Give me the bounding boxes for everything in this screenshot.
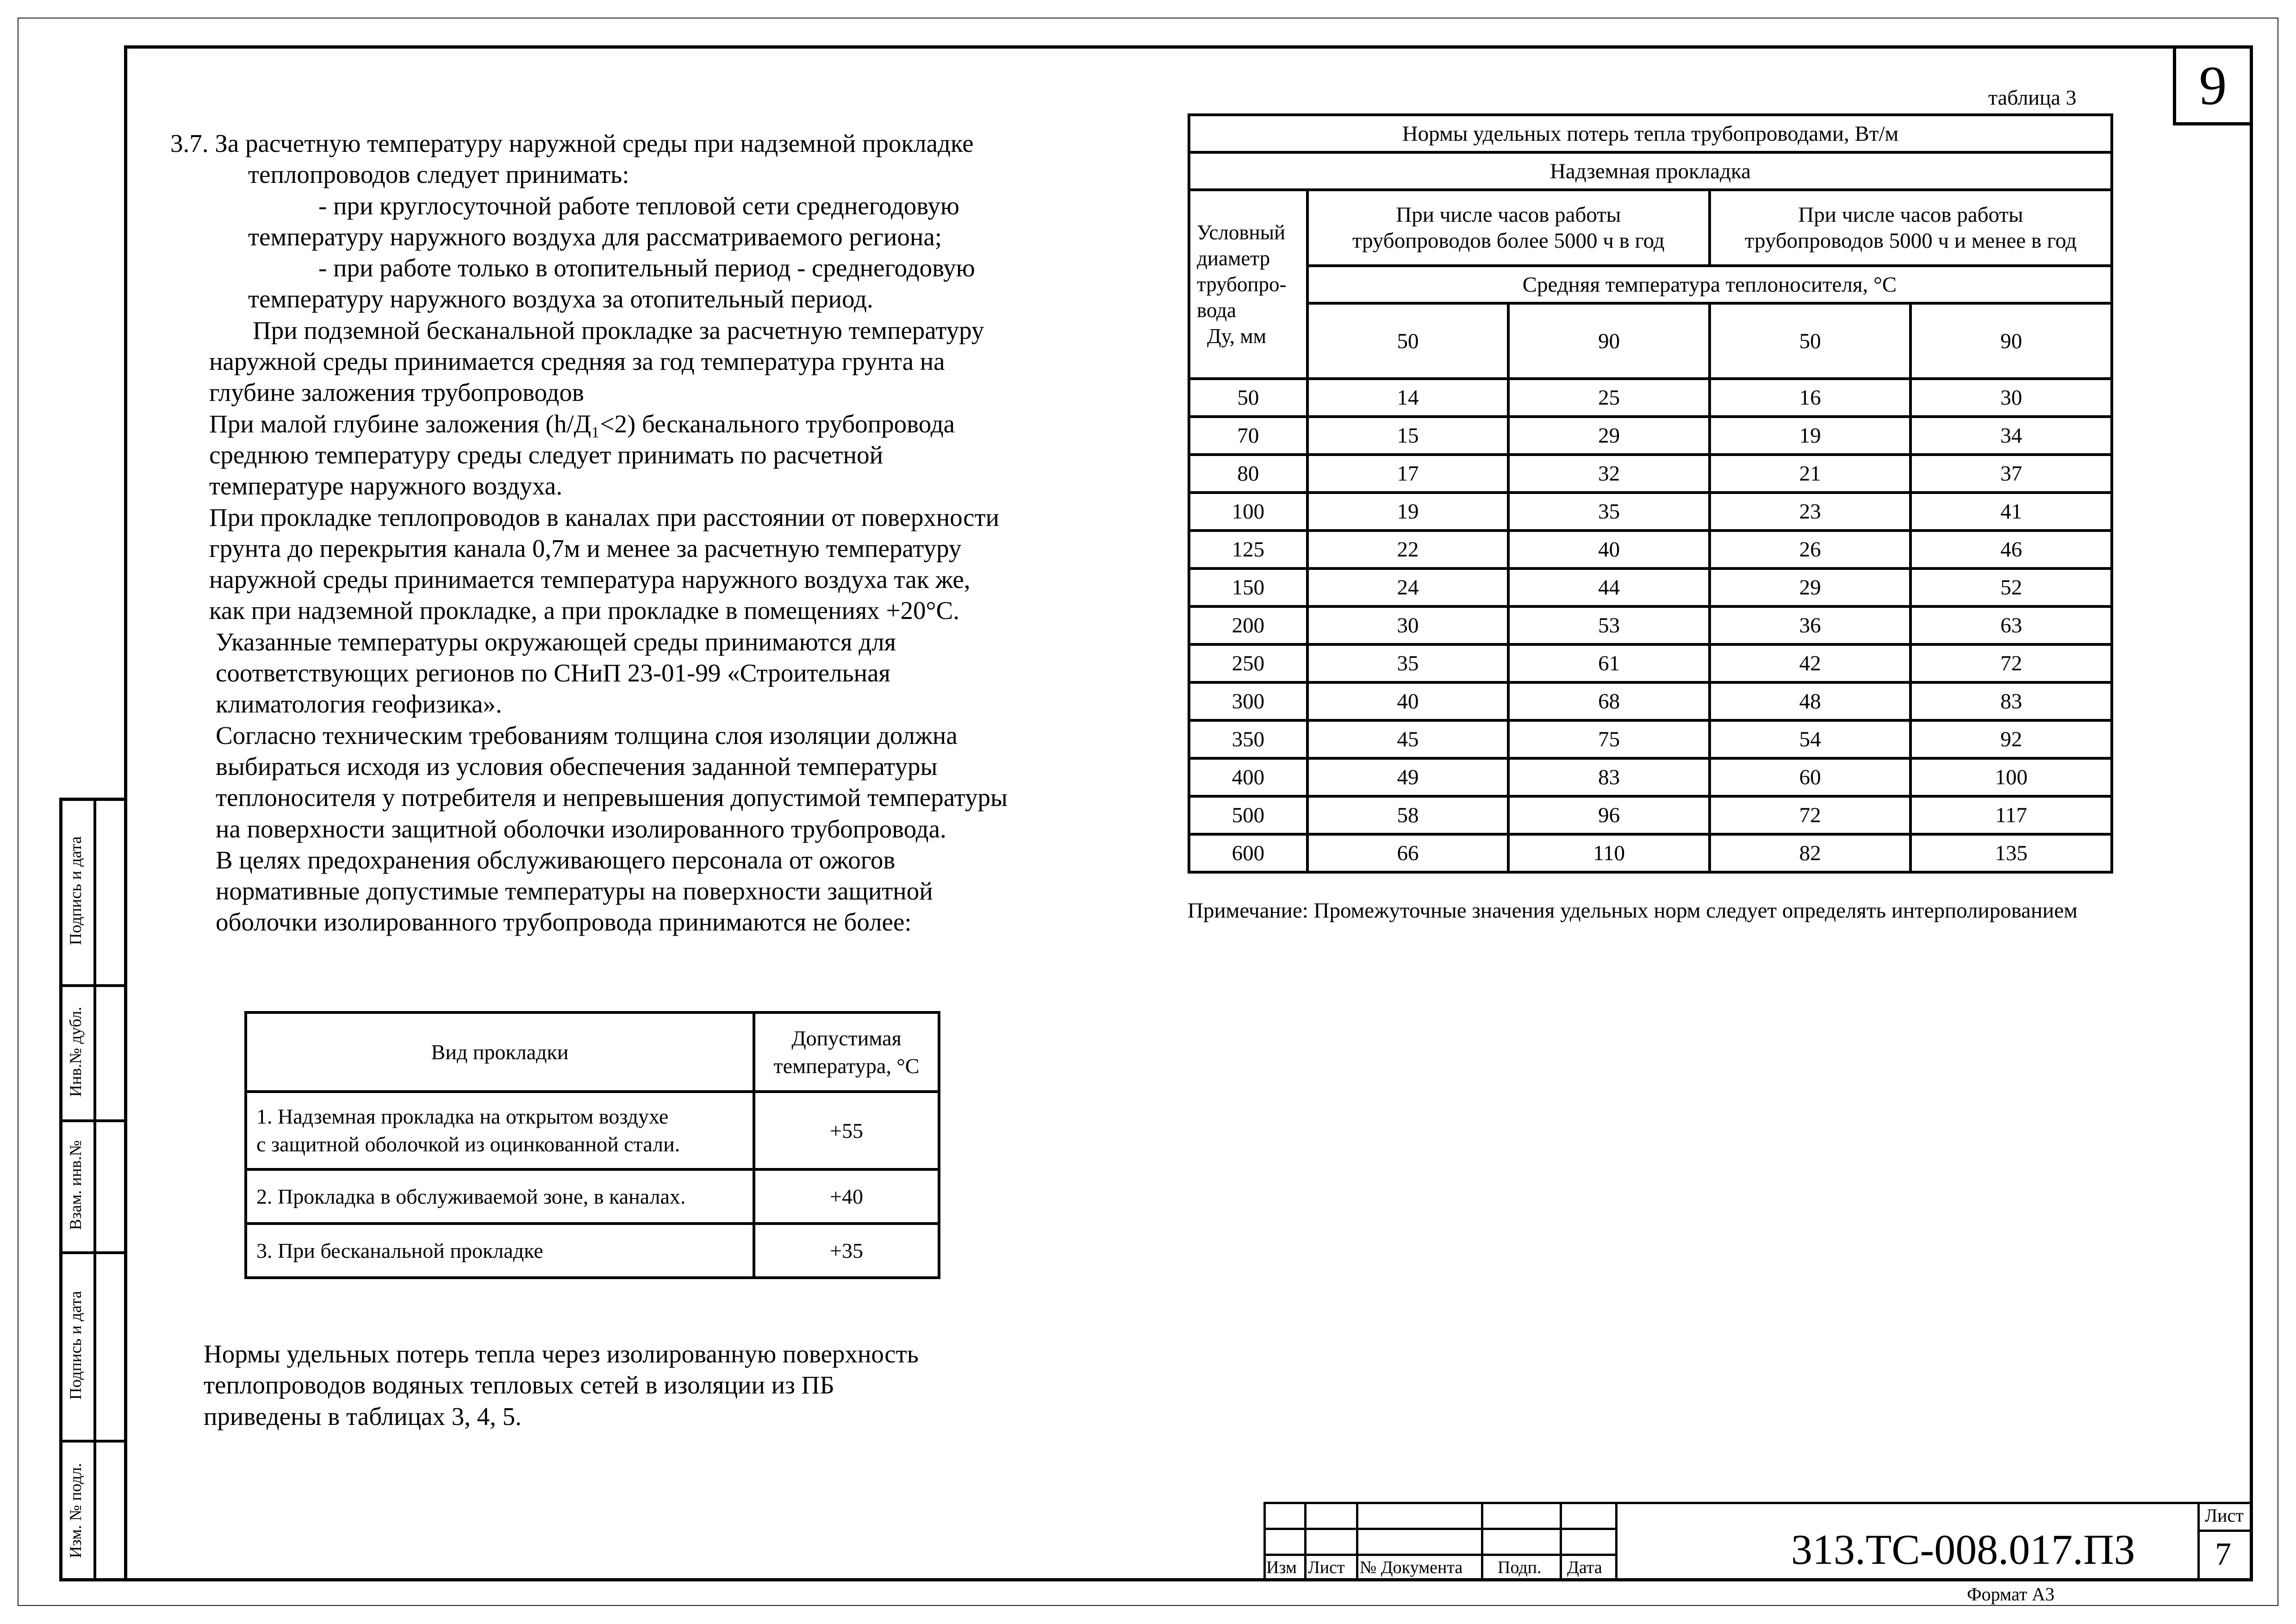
body-line: При прокладке теплопроводов в каналах при расстоянии от поверхности (209, 503, 1000, 531)
title-block-label-date: Дата (1567, 1558, 1602, 1577)
heat-loss-cell: 14 (1307, 379, 1509, 417)
body-line: Указанные температуры окружающей среды принимаются для (216, 627, 896, 656)
body-line: выбираться исходя из условия обеспечения заданной температуры (216, 752, 938, 781)
heat-loss-cell: 21 (1710, 455, 1911, 493)
heat-loss-cell: 75 (1508, 720, 1710, 758)
heat-loss-cell: 15 (1307, 417, 1509, 455)
temperature-cell: +40 (754, 1169, 939, 1224)
heat-loss-cell: 23 (1710, 493, 1911, 531)
table-row (246, 1224, 939, 1278)
body-line: соответствующих регионов по СНиП 23-01-99 «Строительная (216, 659, 890, 687)
header-line: При числе часов работы (1798, 203, 2023, 227)
mean-temperature-header: Средняя температура теплоносителя, °С (1307, 266, 2112, 303)
diameter-cell: 250 (1189, 644, 1307, 682)
heat-loss-cell: 60 (1710, 758, 1911, 796)
diameter-cell: 125 (1189, 531, 1307, 568)
table-row (1189, 834, 2112, 872)
body-line: температуру наружного воздуха для рассматриваемого региона; (248, 222, 942, 251)
diameter-cell: 50 (1189, 379, 1307, 417)
title-block-label-change: Изм (1266, 1558, 1297, 1577)
title-block-rule (1263, 1554, 1615, 1556)
table-row (246, 1092, 939, 1169)
heat-loss-cell: 96 (1508, 796, 1710, 834)
cell-line: с защитной оболочкой из оцинкованной стали. (256, 1132, 680, 1156)
heat-loss-cell: 35 (1508, 493, 1710, 531)
body-line: 3.7. За расчетную температуру наружной среды при надземной прокладке (170, 129, 974, 157)
heat-loss-cell: 17 (1307, 455, 1509, 493)
body-line: грунта до перекрытия канала 0,7м и менее за расчетную температуру (209, 534, 962, 562)
heat-loss-cell: 30 (1307, 606, 1509, 644)
body-line: как при надземной прокладке, а при прокладке в помещениях +20°С. (209, 596, 959, 625)
heat-loss-cell: 22 (1307, 531, 1509, 568)
body-line: оболочки изолированного трубопровода принимаются не более: (216, 908, 912, 937)
heat-loss-cell: 66 (1307, 834, 1509, 872)
header-line: трубопроводов 5000 ч и менее в год (1744, 229, 2077, 253)
heat-loss-cell: 83 (1910, 682, 2112, 720)
table-row (1189, 796, 2112, 834)
body-line: глубине заложения трубопроводов (209, 378, 584, 407)
title-block-label-signature: Подп. (1498, 1558, 1542, 1577)
table-temp-columns-row (1189, 303, 2112, 379)
header-line: При числе часов работы (1396, 203, 1621, 227)
group-header-5000-or-less (1710, 190, 2112, 266)
heat-loss-cell: 100 (1910, 758, 2112, 796)
heat-loss-cell: 29 (1710, 568, 1911, 606)
body-line: климатология геофизика». (216, 690, 502, 718)
diameter-cell: 500 (1189, 796, 1307, 834)
table-row (1189, 455, 2112, 493)
heat-loss-cell: 61 (1508, 644, 1710, 682)
heat-loss-cell: 32 (1508, 455, 1710, 493)
temp-column-header: 50 (1710, 303, 1911, 379)
header-line: трубопро- (1197, 273, 1287, 296)
body-line: температуре наружного воздуха. (209, 472, 563, 500)
sheet-number: 7 (2215, 1537, 2231, 1572)
left-stamp-rule (59, 1119, 124, 1122)
heat-loss-cell: 35 (1307, 644, 1509, 682)
heat-loss-cell: 135 (1910, 834, 2112, 872)
laying-type-cell: 3. При бесканальной прокладке (246, 1224, 754, 1278)
heat-loss-cell: 19 (1307, 493, 1509, 531)
left-stamp-rule (59, 1251, 124, 1254)
diameter-cell: 400 (1189, 758, 1307, 796)
heat-loss-cell: 52 (1910, 568, 2112, 606)
table-row (1189, 568, 2112, 606)
header-line: Ду, мм (1207, 325, 1267, 348)
heat-loss-cell: 92 (1910, 720, 2112, 758)
table-row (1189, 606, 2112, 644)
heat-loss-cell: 49 (1307, 758, 1509, 796)
body-line: нормативные допустимые температуры на поверхности защитной (216, 877, 933, 906)
body-line: теплоносителя у потребителя и непревышения допустимой температуры (216, 783, 1008, 812)
page-number: 9 (2173, 45, 2253, 125)
heat-loss-cell: 40 (1307, 682, 1509, 720)
heat-loss-cell: 45 (1307, 720, 1509, 758)
table-subtitle-row (1189, 152, 2112, 190)
body-line: приведены в таблицах 3, 4, 5. (204, 1402, 522, 1430)
diameter-cell: 600 (1189, 834, 1307, 872)
temp-column-header: 90 (1508, 303, 1710, 379)
diameter-cell: 200 (1189, 606, 1307, 644)
diameter-cell: 350 (1189, 720, 1307, 758)
laying-type-cell: 2. Прокладка в обслуживаемой зоне, в каналах. (246, 1169, 754, 1224)
body-line: При подземной бесканальной прокладке за расчетную температуру (253, 316, 984, 344)
table-title-row (1189, 115, 2112, 152)
title-block-rule (1560, 1502, 1562, 1581)
title-block-rule (2197, 1502, 2200, 1581)
temperature-cell: +55 (754, 1092, 939, 1169)
heat-loss-cell: 58 (1307, 796, 1509, 834)
heat-loss-cell: 34 (1910, 417, 2112, 455)
table-row (246, 1169, 939, 1224)
title-block-rule (1615, 1502, 1618, 1581)
title-block (1263, 1502, 2253, 1581)
header-line: диаметр (1197, 247, 1270, 270)
heat-loss-cell: 40 (1508, 531, 1710, 568)
paper-format: Формат А3 (1967, 1584, 2055, 1605)
body-line: среднюю температуру среды следует принимать по расчетной (209, 440, 884, 469)
table-row (1189, 531, 2112, 568)
heat-loss-cell: 42 (1710, 644, 1911, 682)
body-line: Согласно техническим требованиям толщина слоя изоляции должна (216, 721, 958, 750)
diameter-cell: 80 (1189, 455, 1307, 493)
body-line: теплопроводов водяных тепловых сетей в изоляции из ПБ (204, 1371, 834, 1399)
diameter-cell: 70 (1189, 417, 1307, 455)
table-row (1189, 720, 2112, 758)
table-row (1189, 493, 2112, 531)
heat-loss-cell: 110 (1508, 834, 1710, 872)
column-header-allowable-temp (754, 1012, 939, 1092)
title-block-rule (1304, 1502, 1307, 1581)
document-code: 313.ТС-008.017.ПЗ (1791, 1526, 2135, 1573)
title-block-rule (1481, 1502, 1483, 1581)
heat-loss-cell: 117 (1910, 796, 2112, 834)
diameter-cell: 300 (1189, 682, 1307, 720)
diameter-cell: 100 (1189, 493, 1307, 531)
title-block-rule (2197, 1530, 2253, 1532)
sheet-label: Лист (2205, 1505, 2244, 1526)
body-line: наружной среды принимается температура наружного воздуха так же, (209, 565, 971, 594)
heat-loss-cell: 82 (1710, 834, 1911, 872)
left-stamp-divider (93, 798, 96, 1581)
heat-loss-cell: 54 (1710, 720, 1911, 758)
diameter-cell: 150 (1189, 568, 1307, 606)
heat-loss-cell: 46 (1910, 531, 2112, 568)
table-row (1189, 417, 2112, 455)
header-line: температура, °С (773, 1054, 920, 1078)
body-line: Нормы удельных потерь тепла через изолированную поверхность (204, 1340, 919, 1368)
temp-column-header: 50 (1307, 303, 1509, 379)
title-block-rule (1263, 1502, 2253, 1504)
diameter-column-header (1189, 190, 1307, 379)
header-line: Условный (1197, 221, 1286, 244)
temp-column-header: 90 (1910, 303, 2112, 379)
table-number-label: таблица 3 (1988, 86, 2077, 109)
title-block-rule (1263, 1528, 1615, 1530)
heat-loss-cell: 26 (1710, 531, 1911, 568)
heat-loss-cell: 25 (1508, 379, 1710, 417)
body-line: При малой глубине заложения (h/Д₁<2) бесканального трубопровода (209, 409, 955, 438)
heat-loss-cell: 30 (1910, 379, 2112, 417)
temperature-cell: +35 (754, 1224, 939, 1278)
column-header-laying-type: Вид прокладки (246, 1012, 754, 1092)
table-row (1189, 758, 2112, 796)
heat-loss-cell: 29 (1508, 417, 1710, 455)
heat-loss-cell: 41 (1910, 493, 2112, 531)
title-block-rule (1263, 1502, 1266, 1581)
table-note: Примечание: Промежуточные значения удельных норм следует определять интерполированием (1188, 899, 2078, 923)
body-text (170, 128, 1008, 938)
left-stamp-rule (59, 1440, 124, 1443)
heat-loss-cell: 44 (1508, 568, 1710, 606)
body-line: В целях предохранения обслуживающего персонала от ожогов (216, 845, 896, 874)
body-line: теплопроводов следует принимать: (248, 160, 629, 189)
table-row (1189, 644, 2112, 682)
body-line: наружной среды принимается средняя за год температура грунта на (209, 347, 945, 376)
allowable-temperature-table (244, 1011, 940, 1279)
heat-loss-cell: 83 (1508, 758, 1710, 796)
heat-loss-cell: 16 (1710, 379, 1911, 417)
heat-loss-cell: 72 (1910, 644, 2112, 682)
header-line: вода (1197, 299, 1237, 322)
left-stamp-rule (59, 984, 124, 987)
title-block-label-sheet: Лист (1308, 1558, 1345, 1577)
laying-type-cell (246, 1092, 754, 1169)
table-group-row (1189, 190, 2112, 266)
heat-loss-cell: 48 (1710, 682, 1911, 720)
table-header-row (246, 1012, 939, 1092)
heat-loss-norms-table (1188, 113, 2113, 874)
heat-loss-cell: 68 (1508, 682, 1710, 720)
title-block-rule (1356, 1502, 1358, 1581)
heat-loss-cell: 72 (1710, 796, 1911, 834)
header-line: трубопроводов более 5000 ч в год (1352, 229, 1665, 253)
body-line: - при работе только в отопительный период - среднегодовую (318, 254, 975, 282)
table-row (1189, 379, 2112, 417)
table-temp-header-row (1189, 266, 2112, 303)
table-row (1189, 682, 2112, 720)
heat-loss-cell: 63 (1910, 606, 2112, 644)
body-line: на поверхности защитной оболочки изолированного трубопровода. (216, 814, 946, 843)
group-header-over-5000 (1307, 190, 1710, 266)
heat-loss-cell: 24 (1307, 568, 1509, 606)
heat-loss-cell: 37 (1910, 455, 2112, 493)
title-block-label-document: № Документа (1360, 1558, 1463, 1577)
table-subtitle: Надземная прокладка (1189, 152, 2112, 190)
body-line: - при круглосуточной работе тепловой сети среднегодовую (318, 191, 959, 220)
heat-loss-cell: 53 (1508, 606, 1710, 644)
heat-loss-cell: 36 (1710, 606, 1911, 644)
table-title: Нормы удельных потерь тепла трубопроводами, Вт/м (1189, 115, 2112, 152)
cell-line: 1. Надземная прокладка на открытом воздухе (256, 1105, 669, 1128)
closing-text (204, 1338, 919, 1432)
body-line: температуру наружного воздуха за отопительный период. (248, 285, 873, 313)
header-line: Допустимая (791, 1026, 902, 1050)
heat-loss-cell: 19 (1710, 417, 1911, 455)
